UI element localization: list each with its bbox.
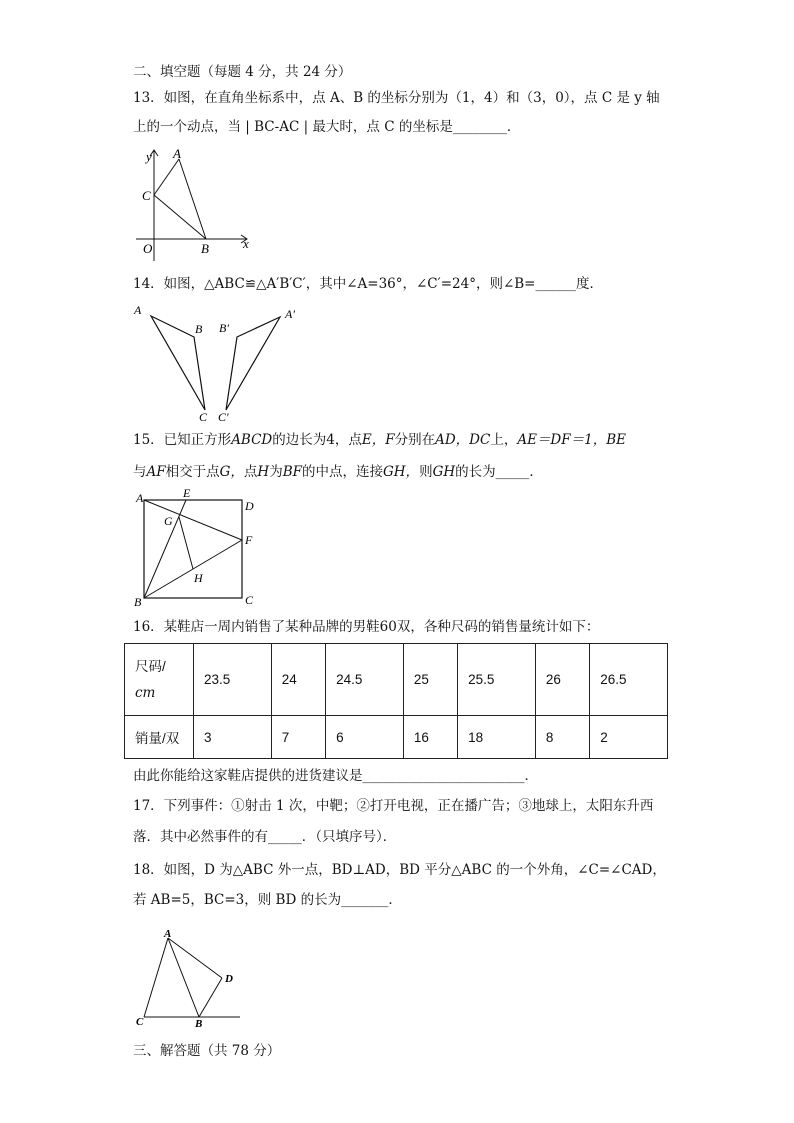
label-a: A [173, 146, 181, 161]
q15-text: 的边长为4，点 [272, 432, 362, 448]
table-cell: 25.5 [458, 644, 536, 716]
label-f: F [245, 533, 253, 547]
q15-gh: GH， [383, 464, 420, 480]
label-g: G [164, 514, 173, 528]
q14-line1: 14．如图，△ABC≌△A′B′C′，其中∠A=36°，∠C′=24°，则∠B=______度． [133, 276, 603, 292]
label-c-prime: C′ [218, 410, 229, 424]
label-d: D [225, 973, 233, 985]
label-c: C [136, 1016, 144, 1028]
label-a-prime: A′ [285, 307, 295, 321]
label-c: C [199, 410, 208, 424]
q15-text: 的中点，连接 [302, 464, 383, 480]
table-cell: 16 [403, 716, 457, 759]
q15-text: 与 [133, 464, 147, 480]
label-b: B [195, 322, 203, 336]
label-a: A [164, 928, 172, 940]
q17-line2: 落．其中必然事件的有_____．（只填序号）． [133, 829, 397, 845]
q15-equation: AE＝DF＝1，BE [517, 432, 626, 448]
q15-gh: GH [432, 464, 456, 480]
segment-ca [144, 938, 168, 1017]
q15-figure [132, 486, 272, 609]
label-c: C [142, 188, 151, 203]
triangle-a2b2c2 [226, 317, 280, 410]
label-o: O [143, 241, 153, 256]
table-cell: 18 [458, 716, 536, 759]
table-header-size [125, 644, 194, 716]
q15-text: 则 [419, 464, 433, 480]
q18-line2: 若 AB=5，BC=3，则 BD 的长为_______． [133, 892, 402, 908]
q13-figure [126, 145, 266, 265]
q15-ad-dc: AD，DC [435, 432, 491, 448]
q15-text: 上， [490, 432, 518, 448]
label-b: B [134, 595, 142, 609]
q13-line1: 13．如图，在直角坐标系中，点 A、B 的坐标分别为（1，4）和（3，0），点 C 是 y 轴 [133, 90, 660, 106]
table-cell: 24 [271, 644, 325, 716]
label-h: H [194, 571, 203, 585]
table-cell: 2 [590, 716, 668, 759]
section-2-title: 二、填空题（每题 4 分，共 24 分） [133, 64, 352, 80]
table-cell: 26.5 [590, 644, 668, 716]
q15-abcd: ABCD [231, 432, 273, 448]
segment-ca [154, 159, 179, 195]
label-x: x [243, 236, 249, 251]
segment-af [144, 500, 242, 540]
q14-figure [130, 300, 310, 425]
label-a: A [134, 303, 142, 317]
q15-text: 分别在 [394, 432, 436, 448]
label-b-prime: B′ [219, 321, 229, 335]
q15-bf: BF [282, 464, 302, 480]
table-cell: 24.5 [326, 644, 404, 716]
q15-line1 [133, 430, 626, 450]
segment-bd [199, 978, 222, 1017]
label-b: B [201, 241, 209, 256]
section-3-title: 三、解答题（共 78 分） [133, 1043, 281, 1059]
q15-text: 点 [243, 464, 258, 480]
table-header-sales: 销量/双 [125, 716, 194, 759]
q18-figure [132, 925, 252, 1035]
q16-line1: 16．某鞋店一周内销售了某种品牌的男鞋60双，各种尺码的销售量统计如下： [133, 619, 600, 635]
label-c: C [245, 593, 254, 607]
q17-line1: 17．下列事件：①射击 1 次，中靶；②打开电视，正在播广告；③地球上，太阳东升西 [133, 798, 654, 814]
q15-text: 的长为_____． [455, 464, 543, 480]
q15-g: G， [219, 464, 244, 480]
label-a: A [136, 491, 144, 505]
q16-after: 由此你能给这家鞋店提供的进货建议是________________________． [133, 768, 538, 784]
q15-ef: E，F [361, 432, 395, 448]
size-label: 尺码/ [135, 658, 166, 674]
q15-text: 15．已知正方形 [133, 432, 232, 448]
table-row [125, 644, 668, 716]
segment-gh [179, 517, 193, 569]
table-cell: 7 [271, 716, 325, 759]
q15-text: 相交于点 [165, 464, 220, 480]
q18-line1: 18．如图，D 为△ABC 外一点，BD⊥AD，BD 平分△ABC 的一个外角，∠C=∠CAD， [133, 862, 666, 878]
size-unit: cm [135, 684, 156, 701]
q15-af: AF [146, 464, 166, 480]
label-y: y [146, 149, 152, 164]
table-cell: 23.5 [194, 644, 272, 716]
q15-text: 为 [269, 464, 283, 480]
table-cell: 6 [326, 716, 404, 759]
label-d: D [245, 499, 254, 513]
sales-table [124, 643, 668, 759]
q15-line2 [133, 462, 543, 482]
table-cell: 3 [194, 716, 272, 759]
q13-line2: 上的一个动点，当 | BC-AC | 最大时，点 C 的坐标是________． [133, 119, 521, 135]
label-b: B [195, 1018, 203, 1030]
table-cell: 8 [535, 716, 589, 759]
label-e: E [183, 486, 191, 500]
table-cell: 26 [535, 644, 589, 716]
table-cell: 25 [403, 644, 457, 716]
q15-h: H [257, 464, 270, 480]
table-row [125, 716, 668, 759]
